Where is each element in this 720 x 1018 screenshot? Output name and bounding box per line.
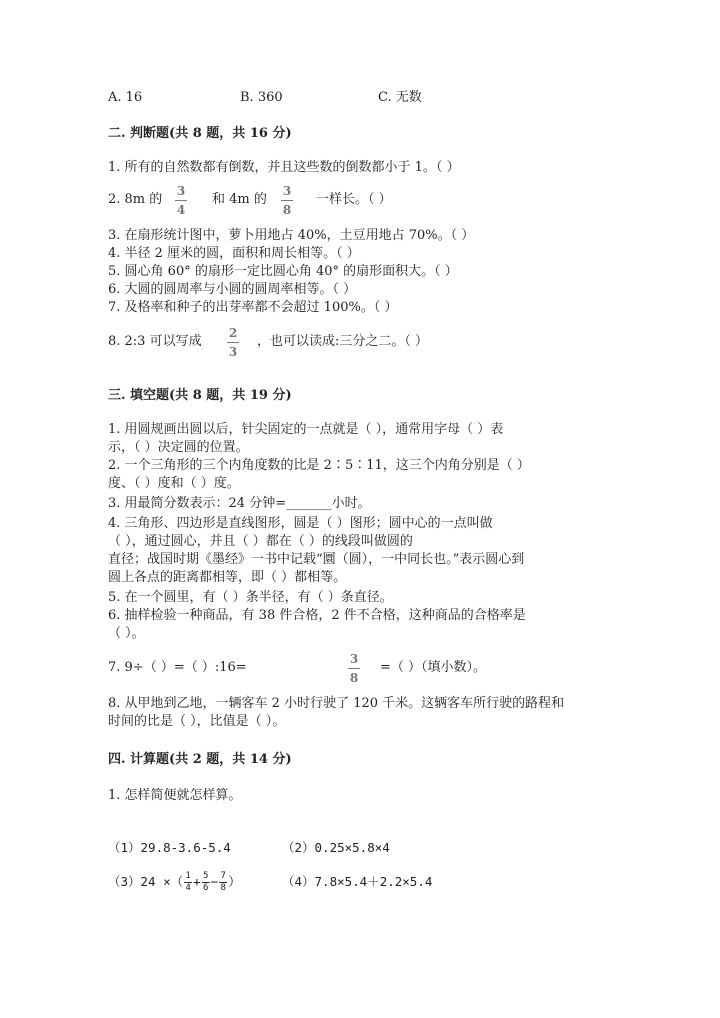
s3-question-7-suffix: =（ ）（填小数）。 [380, 660, 487, 675]
s2-question-8-prefix: 8. 2:3 可以写成 [108, 334, 202, 349]
fraction-denominator: 6 [202, 883, 209, 893]
s3-question-2-line-1: 2. 一个三角形的三个内角度数的比是 2∶5∶11，这三个内角分别是（ ） [108, 458, 530, 473]
s2-question-8-suffix: ，也可以读成:三分之二。（ ） [257, 334, 429, 349]
expression-3-suffix: ） [228, 874, 241, 889]
expression-4: （4）7.8×5.4＋2.2×5.4 [282, 874, 433, 889]
s3-question-5: 5. 在一个圆里，有（ ）条半径，有（ ）条直径。 [108, 590, 393, 605]
expression-3-fraction-3 [219, 872, 227, 893]
expression-3-op-1: + [193, 874, 201, 889]
fraction-numerator: 1 [185, 871, 191, 881]
s3-question-1-line-2: 示，（ ）决定圆的位置。 [108, 440, 249, 455]
fraction-denominator: 4 [185, 883, 191, 893]
fraction-numerator: 3 [282, 184, 292, 198]
s2-q2-fraction-1 [175, 184, 187, 217]
s3-question-6-line-1: 6. 抽样检验一种商品，有 38 件合格，2 件不合格，这种商品的合格率是 [108, 608, 526, 623]
s3-question-4-line-2: （ ），通过圆心，并且（ ）都在（ ）的线段叫做圆的 [108, 534, 413, 549]
expression-3-prefix: （3）24 ×（ [108, 874, 184, 889]
fraction-denominator: 8 [349, 671, 359, 685]
s3-question-6-line-2: （ ）。 [108, 626, 145, 641]
expression-3-op-2: − [210, 874, 219, 889]
option-c: C. 无数 [378, 90, 422, 105]
s3-question-7-prefix: 7. 9÷（ ）=（ ）:16= [108, 660, 247, 675]
fraction-numerator: 3 [176, 184, 186, 198]
s4-question-1: 1. 怎样简便就怎样算。 [108, 788, 242, 803]
fraction-bar [227, 342, 239, 343]
s2-q2-fraction-2 [281, 184, 293, 217]
s3-question-8-line-2: 时间的比是（ ），比值是（ ）。 [108, 714, 286, 729]
s2-question-2-mid: 和 4m 的 [212, 192, 267, 207]
fraction-denominator: 4 [176, 203, 186, 217]
fraction-numerator: 7 [220, 871, 226, 881]
fraction-numerator: 2 [228, 326, 238, 340]
s3-question-4-line-4: 圆上各点的距离都相等，即（ ）都相等。 [108, 570, 347, 585]
s3-question-3: 3. 用最简分数表示：24 分钟=_______小时。 [108, 496, 371, 511]
s3-question-4-line-1: 4. 三角形、四边形是直线图形，圆是（ ）图形；圆中心的一点叫做 [108, 516, 493, 531]
expression-3-fraction-1 [184, 872, 192, 893]
fraction-bar [348, 668, 360, 669]
fraction-numerator: 3 [349, 652, 359, 666]
s3-question-1-line-1: 1. 用圆规画出圆以后，针尖固定的一点就是（ ），通常用字母（ ）表 [108, 422, 504, 437]
fraction-denominator: 8 [282, 203, 292, 217]
option-a: A. 16 [108, 90, 143, 105]
option-b: B. 360 [240, 90, 283, 105]
s3-question-2-line-2: 度、（ ）度和（ ）度。 [108, 476, 240, 491]
section2-title: 二. 判断题(共 8 题，共 16 分) [108, 126, 292, 141]
s2-question-7: 7. 及格率和种子的出芽率都不会超过 100%。（ ） [108, 300, 398, 315]
s2-question-5: 5. 圆心角 60° 的扇形一定比圆心角 40° 的扇形面积大。（ ） [108, 264, 458, 279]
section3-title: 三. 填空题(共 8 题，共 19 分) [108, 388, 292, 403]
s2-question-2-suffix: 一样长。（ ） [316, 192, 392, 207]
s2-q8-fraction [227, 326, 239, 359]
s2-question-4: 4. 半径 2 厘米的圆，面积和周长相等。（ ） [108, 246, 360, 261]
s2-question-1: 1. 所有的自然数都有倒数，并且这些数的倒数都小于 1。（ ） [108, 160, 460, 175]
section4-title: 四. 计算题(共 2 题，共 14 分) [108, 752, 292, 767]
s3-q7-fraction [348, 652, 360, 685]
expression-3-fraction-2 [202, 872, 210, 893]
fraction-denominator: 8 [220, 883, 226, 893]
fraction-numerator: 5 [202, 871, 209, 881]
s3-question-4-line-3: 直径；战国时期《墨经》一书中记载“圜（圆），一中同长也。”表示圆心到 [108, 552, 525, 567]
s2-question-3: 3. 在扇形统计图中，萝卜用地占 40%，土豆用地占 70%。（ ） [108, 228, 475, 243]
s2-question-2-prefix: 2. 8m 的 [108, 192, 163, 207]
s3-question-8-line-1: 8. 从甲地到乙地，一辆客车 2 小时行驶了 120 千米。这辆客车所行驶的路程和 [108, 696, 565, 711]
s2-question-6: 6. 大圆的圆周率与小圆的圆周率相等。（ ） [108, 282, 357, 297]
fraction-bar [175, 200, 187, 201]
fraction-bar [281, 200, 293, 201]
expression-3 [108, 870, 241, 894]
expression-2: （2）0.25×5.8×4 [282, 840, 390, 855]
fraction-denominator: 3 [228, 345, 238, 359]
expression-1: （1）29.8-3.6-5.4 [108, 840, 231, 855]
